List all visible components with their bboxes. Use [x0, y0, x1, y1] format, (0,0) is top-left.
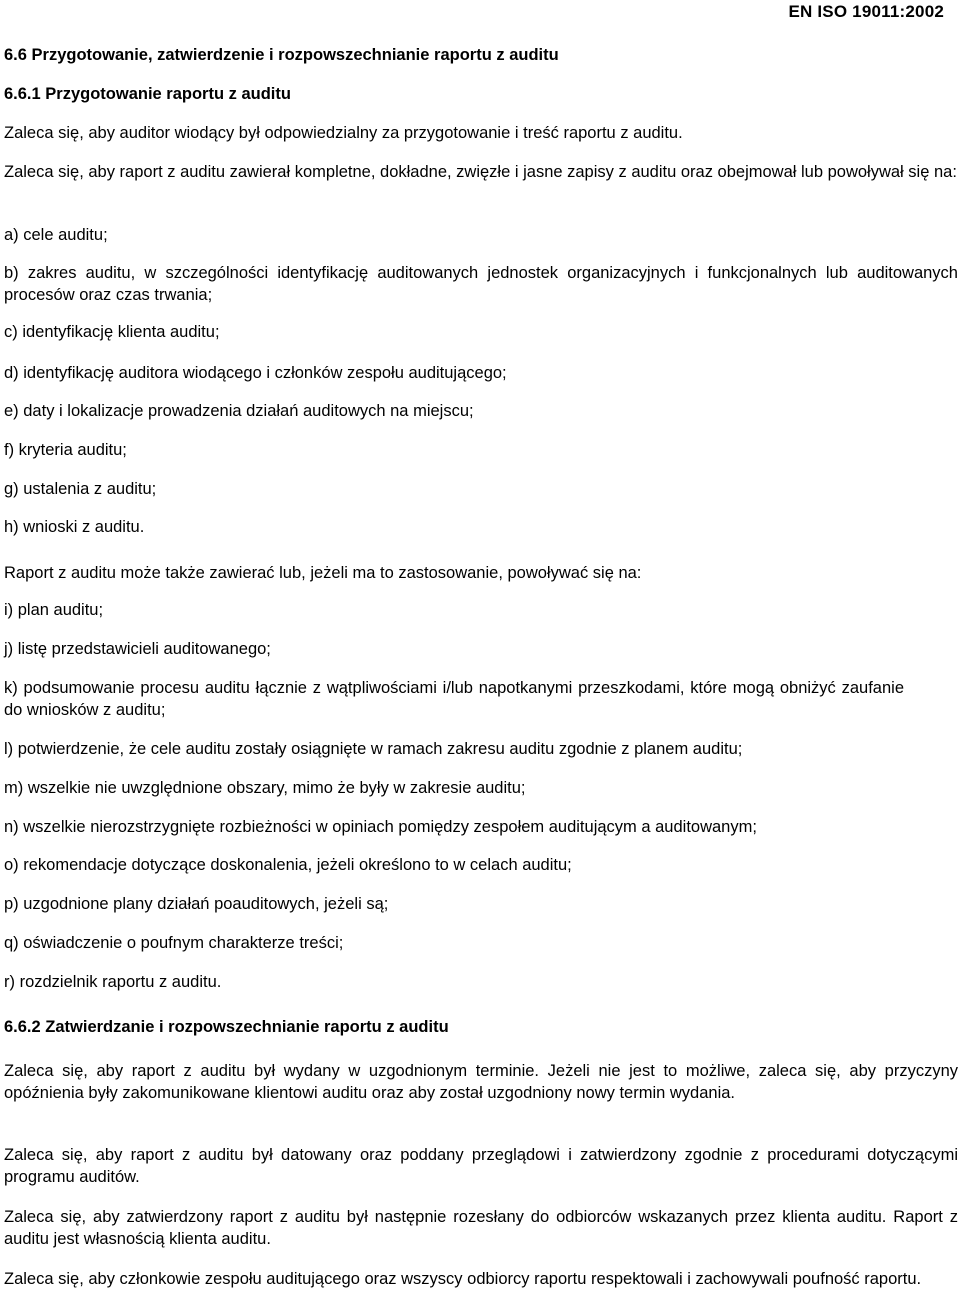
- paragraph: Zaleca się, aby raport z auditu zawierał kompletne, dokładne, zwięzłe i jasne zapisy z auditu oraz obejmował lub powoływał się na:: [4, 163, 957, 181]
- list-item: q) oświadczenie o poufnym charakterze treści;: [4, 934, 344, 952]
- list-item: r) rozdzielnik raportu z auditu.: [4, 973, 222, 991]
- paragraph: Raport z auditu może także zawierać lub, jeżeli ma to zastosowanie, powoływać się na:: [4, 564, 642, 582]
- paragraph: Zaleca się, aby raport z auditu był wydany w uzgodnionym terminie. Jeżeli nie jest to możliwe, zaleca się, aby przyczyny opóźnienia były zakomunikowane klientowi auditu oraz aby został uzgodniony nowy termin wydania.: [4, 1062, 958, 1102]
- list-item: h) wnioski z auditu.: [4, 518, 145, 536]
- section-6-6-2-title: 6.6.2 Zatwierdzanie i rozpowszechnianie raportu z auditu: [4, 1018, 449, 1036]
- list-item: g) ustalenia z auditu;: [4, 480, 157, 498]
- paragraph: Zaleca się, aby auditor wiodący był odpowiedzialny za przygotowanie i treść raportu z auditu.: [4, 124, 683, 142]
- list-item: a) cele auditu;: [4, 226, 108, 244]
- list-item: m) wszelkie nie uwzględnione obszary, mimo że były w zakresie auditu;: [4, 779, 526, 797]
- standard-label: EN ISO 19011:2002: [788, 2, 944, 21]
- section-6-6-title: 6.6 Przygotowanie, zatwierdzenie i rozpowszechnianie raportu z auditu: [4, 46, 559, 64]
- list-item: j) listę przedstawicieli auditowanego;: [4, 640, 271, 658]
- list-item: l) potwierdzenie, że cele auditu zostały osiągnięte w ramach zakresu auditu zgodnie z planem auditu;: [4, 740, 743, 758]
- list-item: p) uzgodnione plany działań poauditowych, jeżeli są;: [4, 895, 389, 913]
- list-item: i) plan auditu;: [4, 601, 104, 619]
- paragraph: Zaleca się, aby raport z auditu był datowany oraz poddany przeglądowi i zatwierdzony zgodnie z procedurami dotyczącymi programu auditów.: [4, 1146, 958, 1186]
- list-item: e) daty i lokalizacje prowadzenia działań auditowych na miejscu;: [4, 402, 474, 420]
- section-6-6-1-title: 6.6.1 Przygotowanie raportu z auditu: [4, 85, 291, 103]
- list-item: k) podsumowanie procesu auditu łącznie z wątpliwościami i/lub napotkanymi przeszkodami, które mogą obniżyć zaufanie do wniosków z auditu;: [4, 679, 904, 719]
- paragraph: Zaleca się, aby członkowie zespołu auditującego oraz wszyscy odbiorcy raportu respektowali i zachowywali poufność raportu.: [4, 1270, 922, 1288]
- list-item: f) kryteria auditu;: [4, 441, 127, 459]
- list-item: n) wszelkie nierozstrzygnięte rozbieżności w opiniach pomiędzy zespołem auditującym a auditowanym;: [4, 818, 757, 836]
- list-item: b) zakres auditu, w szczególności identyfikację auditowanych jednostek organizacyjnych i funkcjonalnych lub auditowanych procesów oraz czas trwania;: [4, 264, 958, 304]
- paragraph: Zaleca się, aby zatwierdzony raport z auditu był następnie rozesłany do odbiorców wskazanych przez klienta auditu. Raport z auditu jest własnością klienta auditu.: [4, 1208, 958, 1248]
- document-page: [4, 0, 958, 1311]
- list-item: d) identyfikację auditora wiodącego i członków zespołu auditującego;: [4, 364, 507, 382]
- list-item: o) rekomendacje dotyczące doskonalenia, jeżeli określono to w celach auditu;: [4, 856, 572, 874]
- list-item: c) identyfikację klienta auditu;: [4, 323, 220, 341]
